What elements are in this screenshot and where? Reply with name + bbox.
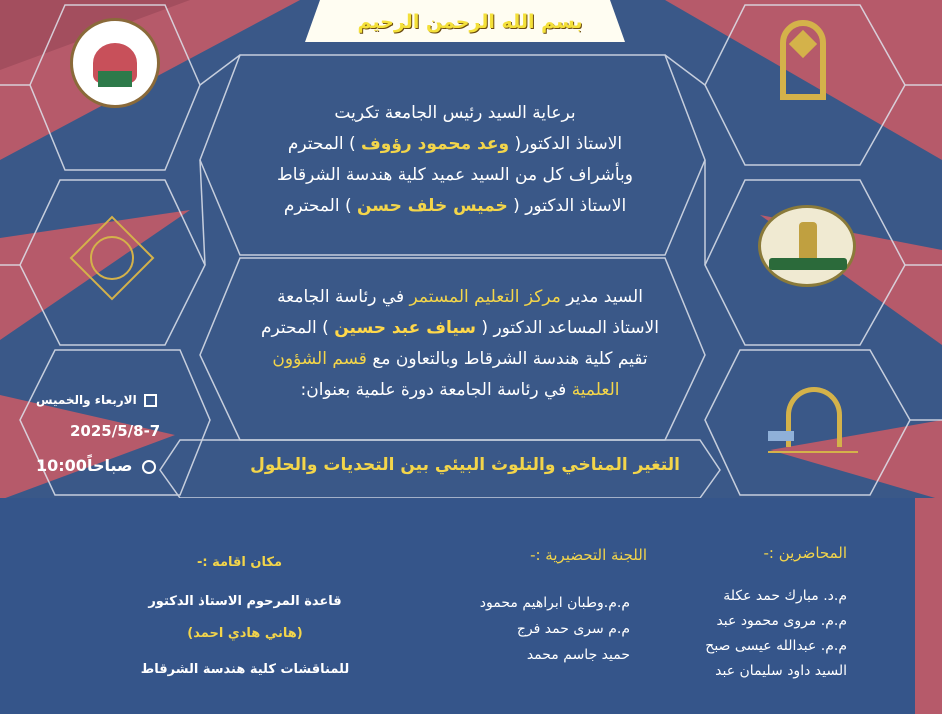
clock-icon — [142, 460, 156, 474]
ministry-seal-base-icon — [98, 71, 132, 87]
tikrit-university-logo-small-inner — [90, 236, 134, 280]
committee-item: حميد جاسم محمد — [526, 647, 630, 663]
director-line-1 — [230, 282, 690, 313]
schedule-dates: 2025/5/8-7 — [70, 422, 161, 440]
patronage-line-1: برعاية السيد رئيس الجامعة تكريت — [334, 103, 576, 123]
college-logo — [768, 385, 858, 475]
patronage-honorific: ) المحترم — [287, 134, 356, 154]
calendar-icon — [144, 394, 157, 407]
venue-line-2: (هاني هادي احمد) — [187, 626, 303, 641]
emblem-banner-icon — [769, 258, 847, 270]
college-logo-rule — [768, 451, 858, 453]
schedule-time-row — [36, 456, 156, 475]
course-intro: في رئاسة الجامعة دورة علمية بعنوان: — [300, 380, 567, 400]
committee-item: م.م.وطبان ابراهيم محمود — [479, 595, 630, 611]
schedule-days-row — [36, 393, 157, 407]
venue-line-1: قاعدة المرحوم الاستاذ الدكتور — [148, 594, 342, 609]
director-block — [230, 282, 690, 406]
schedule-days: الاربعاء والخميس — [36, 393, 137, 407]
director-honorific: ) المحترم — [261, 318, 329, 338]
venue-heading: مكان اقامة :- — [196, 555, 282, 570]
organizer-text: تقيم كلية هندسة الشرقاط وبالتعاون مع — [372, 349, 648, 369]
course-title: التغير المناخي والتلوث البيئي بين التحديات والحلول — [250, 455, 680, 475]
time-value: 10:00 — [36, 456, 87, 475]
venue-line-3: للمناقشات كلية هندسة الشرقاط — [140, 662, 350, 677]
patronage-line-4 — [245, 191, 665, 222]
director-title: الاستاذ المساعد الدكتور ( — [481, 318, 659, 338]
dean-name: خميس خلف حسن — [357, 196, 508, 216]
dean-honorific: ) المحترم — [283, 196, 352, 216]
page-title: بسم الله الرحمن الرحيم — [357, 11, 583, 33]
lecturer-item: م.د. مبارك حمد عكلة — [723, 588, 847, 604]
committee-item: م.م سرى حمد فرج — [516, 621, 630, 637]
book-icon — [768, 431, 794, 441]
dean-title: الاستاذ الدكتور ( — [513, 196, 627, 216]
center-name: مركز التعليم المستمر — [409, 287, 561, 307]
lecturers-list — [705, 584, 847, 684]
committee-list — [480, 590, 630, 668]
ministry-logo — [70, 18, 160, 108]
institution-emblem — [758, 205, 856, 287]
director-line-4 — [230, 375, 690, 406]
emblem-center-icon — [799, 222, 817, 262]
college-arch-icon — [786, 387, 842, 447]
tikrit-university-logo — [768, 20, 838, 120]
patronage-block — [245, 98, 665, 222]
president-name: وعد محمود رؤوف — [361, 134, 510, 154]
department-name: قسم الشؤون — [272, 349, 367, 369]
patronage-line-2 — [245, 129, 665, 160]
director-suffix: في رئاسة الجامعة — [277, 287, 405, 307]
department-name-cont: العلمية — [571, 380, 620, 400]
committee-heading: اللجنة التحضيرية :- — [530, 546, 647, 564]
lecturers-heading: المحاضرين :- — [763, 544, 847, 562]
director-line-2 — [230, 313, 690, 344]
patronage-line-3: وبأشراف كل من السيد عميد كلية هندسة الشرقاط — [277, 165, 633, 185]
patronage-title: الاستاذ الدكتور( — [514, 134, 623, 154]
lecturer-item: السيد داود سليمان عبد — [715, 663, 847, 679]
director-line-3 — [230, 344, 690, 375]
time-suffix: صباحاً — [86, 456, 133, 475]
lecturer-item: م.م. عبدالله عيسى صبح — [705, 638, 847, 654]
director-prefix: السيد مدير — [566, 287, 643, 307]
director-name: سياف عبد حسين — [334, 318, 476, 338]
lecturer-item: م.م. مروى محمود عبد — [716, 613, 847, 629]
